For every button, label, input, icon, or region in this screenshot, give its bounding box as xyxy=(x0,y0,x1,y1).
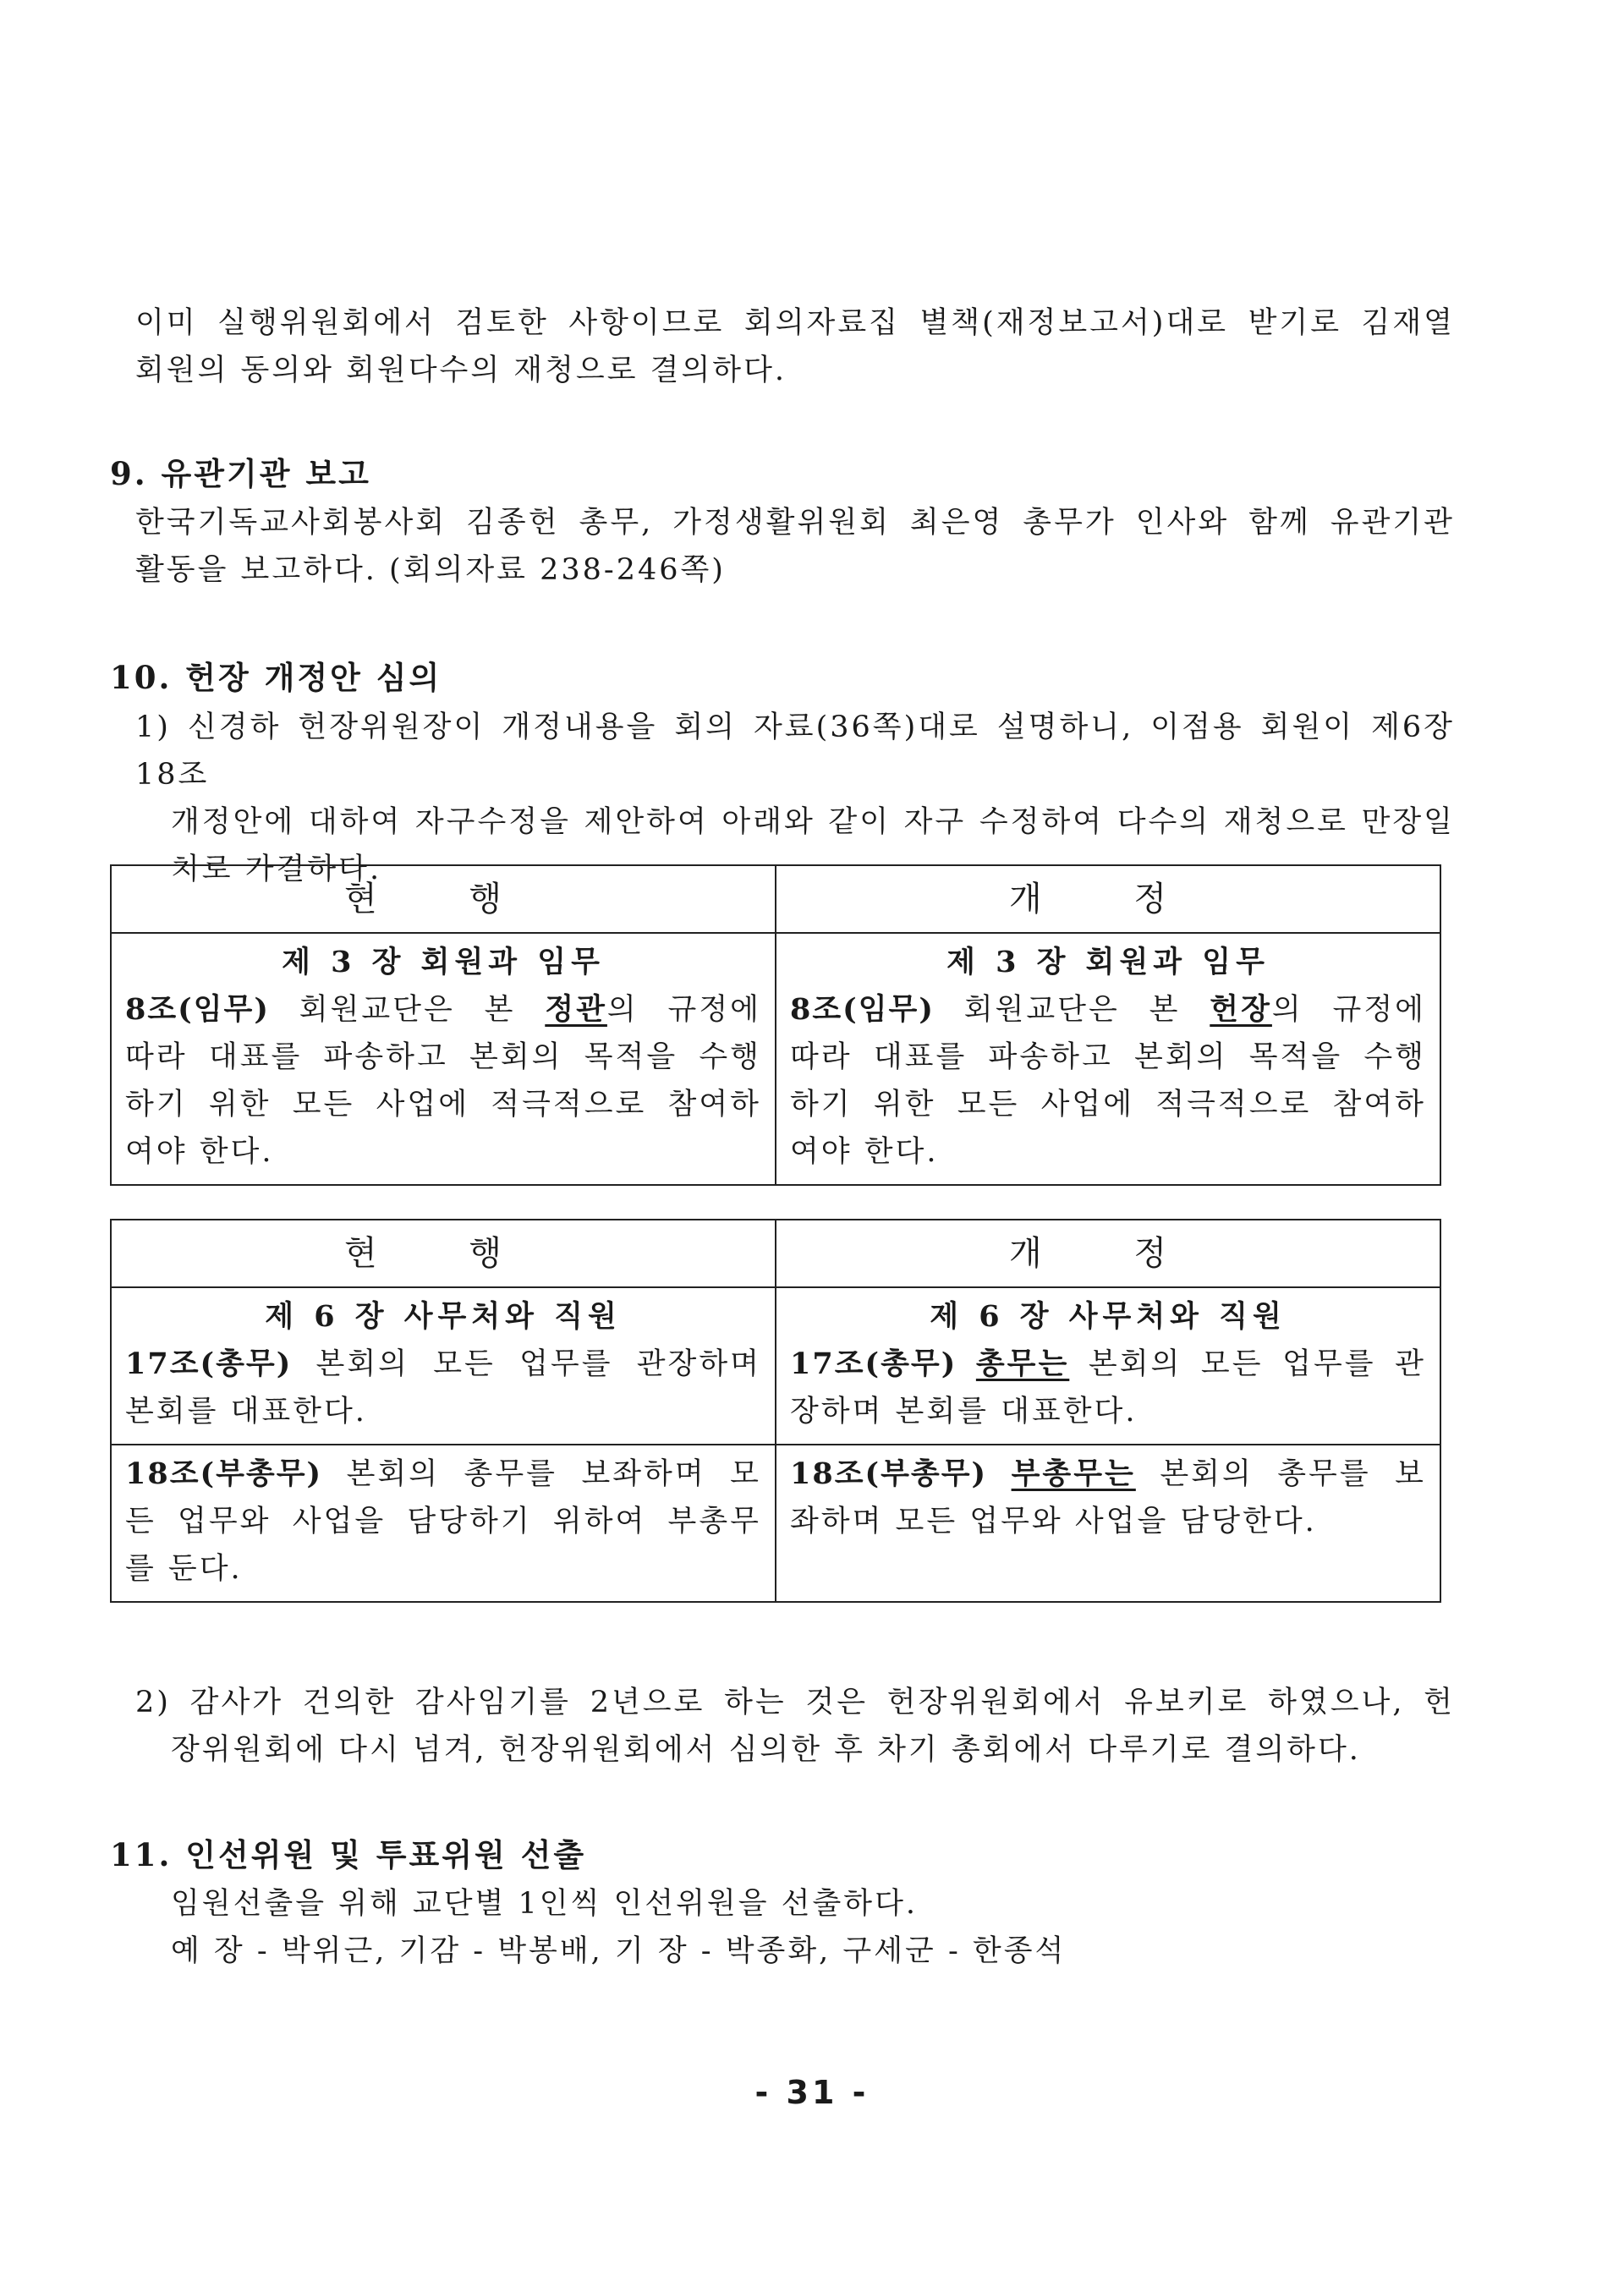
table-2-row-2-current-line-3: 를 둔다. xyxy=(125,1552,243,1586)
table-1-current-chapter: 제 3 장 회원과 임무 xyxy=(282,945,605,979)
item-1-line-3: 치로 가결하다. xyxy=(171,853,382,886)
table-1-header-revised: 개 정 xyxy=(776,865,1440,933)
table-1-revised-line-2: 따라 대표를 파송하고 본회의 목적을 수행 xyxy=(790,1040,1426,1074)
text-span: 의 규정에 xyxy=(1271,993,1426,1027)
section-9-body xyxy=(135,499,1455,594)
section-11-body xyxy=(171,1880,1440,1975)
text-span: 본회의 모든 업무를 관 xyxy=(1069,1347,1426,1381)
table-1-header-current: 현 행 xyxy=(111,865,776,933)
table-2-row-1-revised xyxy=(776,1287,1440,1445)
table-2-row-2-current xyxy=(111,1445,776,1602)
table-1-revised-chapter: 제 3 장 회원과 임무 xyxy=(946,945,1270,979)
article-18-label: 18조(부총무) xyxy=(125,1456,323,1491)
text-span: 본회의 총무를 보 xyxy=(1135,1457,1426,1491)
table-2-row-2-revised-line-1 xyxy=(790,1451,1426,1498)
table-1-revised-line-4: 여야 한다. xyxy=(790,1135,939,1169)
section-11-line-2: 예 장 - 박위근, 기감 - 박봉배, 기 장 - 박종화, 구세군 - 한종석 xyxy=(171,1934,1067,1968)
underlined-term: 총무는 xyxy=(975,1346,1070,1381)
table-1-current-line-4: 여야 한다. xyxy=(125,1135,274,1169)
amendment-table-chapter-6 xyxy=(110,1219,1441,1603)
section-9-line-2: 활동을 보고하다. (회의자료 238-246쪽) xyxy=(135,553,726,587)
table-2-row-2-current-line-1 xyxy=(125,1451,761,1498)
underlined-term: 헌장 xyxy=(1210,992,1272,1027)
item-2-marker: 2) xyxy=(135,1686,171,1719)
section-11-heading: 11. 인선위원 및 투표위원 선출 xyxy=(110,1836,587,1873)
table-2-header-current: 현 행 xyxy=(111,1220,776,1287)
article-18-label: 18조(부총무) xyxy=(790,1456,988,1491)
table-2-row-1-current-line-1 xyxy=(125,1341,761,1388)
table-1-revised-line-3: 하기 위한 모든 사업에 적극적으로 참여하 xyxy=(790,1088,1426,1122)
item-2-line-2: 장위원회에 다시 넘겨, 헌장위원회에서 심의한 후 차기 총회에서 다루기로 결의하다. xyxy=(171,1733,1361,1767)
table-2-row-1-current-line-2: 본회를 대표한다. xyxy=(125,1395,367,1429)
underlined-term: 정관 xyxy=(545,992,607,1027)
section-10-item-2 xyxy=(135,1679,1455,1774)
item-1-line-1 xyxy=(135,704,1455,798)
amendment-table-chapter-3 xyxy=(110,864,1441,1186)
text-span: 의 규정에 xyxy=(606,993,761,1027)
item-1-line-2: 개정안에 대하여 자구수정을 제안하여 아래와 같이 자구 수정하여 다수의 재청으로 만장일 xyxy=(171,805,1455,839)
table-1-current-cell xyxy=(111,933,776,1185)
page-number: - 31 - xyxy=(754,2074,870,2111)
intro-line-1: 이미 실행위원회에서 검토한 사항이므로 회의자료집 별책(재정보고서)대로 받기로 김재열 xyxy=(135,306,1455,340)
article-17-label: 17조(총무) xyxy=(125,1346,293,1381)
text-span: 회원교단은 본 xyxy=(269,993,546,1027)
article-8-label: 8조(임무) xyxy=(125,992,270,1027)
table-2-row-1-current xyxy=(111,1287,776,1445)
intro-paragraph xyxy=(135,299,1455,394)
item-2-line-1 xyxy=(135,1679,1455,1726)
text-span: 본회의 모든 업무를 관장하며 xyxy=(292,1347,761,1381)
table-2-row-1-revised-line-2: 장하며 본회를 대표한다. xyxy=(790,1395,1138,1429)
table-2-row-1-revised-line-1 xyxy=(790,1341,1426,1388)
table-2-header-revised: 개 정 xyxy=(776,1220,1440,1287)
article-17-label: 17조(총무) xyxy=(790,1346,957,1381)
table-2-row-2-current-line-2: 든 업무와 사업을 담당하기 위하여 부총무 xyxy=(125,1505,761,1538)
table-1-current-line-1 xyxy=(125,986,761,1034)
item-2-line-1-text: 감사가 건의한 감사임기를 2년으로 하는 것은 헌장위원회에서 유보키로 하였으나, 헌 xyxy=(189,1686,1455,1719)
table-1-revised-line-1 xyxy=(790,986,1426,1034)
section-11-line-1: 임원선출을 위해 교단별 1인씩 인선위원을 선출하다. xyxy=(171,1887,919,1921)
table-2-row-2-revised-line-2: 좌하며 모든 업무와 사업을 담당한다. xyxy=(790,1505,1317,1538)
table-2-revised-chapter: 제 6 장 사무처와 직원 xyxy=(930,1299,1287,1334)
section-10-heading: 10. 헌장 개정안 심의 xyxy=(110,659,442,696)
item-1-line-1-text: 신경하 헌장위원장이 개정내용을 회의 자료(36쪽)대로 설명하니, 이점용 회원이 제6장 18조 xyxy=(135,710,1455,792)
item-1-marker: 1) xyxy=(135,710,171,744)
intro-line-2: 회원의 동의와 회원다수의 재청으로 결의하다. xyxy=(135,354,787,387)
table-1-current-line-3: 하기 위한 모든 사업에 적극적으로 참여하 xyxy=(125,1088,761,1122)
text-span: 본회의 총무를 보좌하며 모 xyxy=(322,1457,761,1491)
underlined-term: 부총무는 xyxy=(1011,1456,1136,1491)
section-9-heading: 9. 유관기관 보고 xyxy=(110,455,371,492)
table-1-revised-cell xyxy=(776,933,1440,1185)
table-2-row-2-revised xyxy=(776,1445,1440,1602)
article-8-label: 8조(임무) xyxy=(790,992,935,1027)
section-9-line-1: 한국기독교사회봉사회 김종헌 총무, 가정생활위원회 최은영 총무가 인사와 함께 유관기관 xyxy=(135,506,1455,540)
text-span: 회원교단은 본 xyxy=(934,993,1210,1027)
table-1-current-line-2: 따라 대표를 파송하고 본회의 목적을 수행 xyxy=(125,1040,761,1074)
table-2-current-chapter: 제 6 장 사무처와 직원 xyxy=(265,1299,622,1334)
